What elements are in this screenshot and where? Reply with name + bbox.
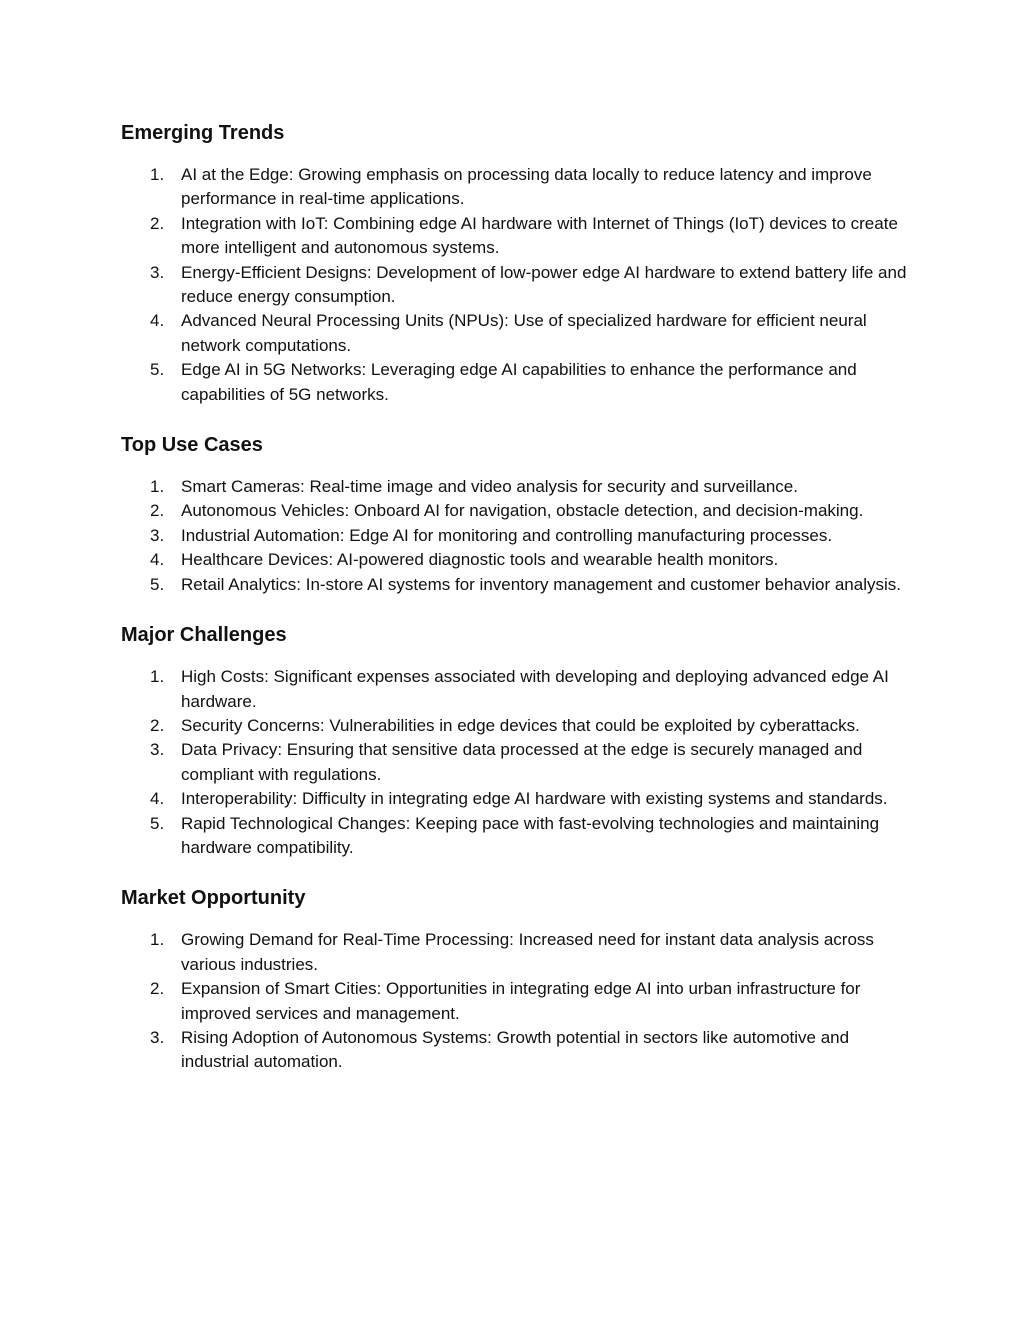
list-item-text: Security Concerns: Vulnerabilities in edge devices that could be exploited by cyberattacks. (181, 715, 860, 735)
list-item-text: Data Privacy: Ensuring that sensitive data processed at the edge is securely managed and compliant with regulations. (181, 740, 863, 784)
list-item (121, 928, 911, 977)
list-item (121, 573, 911, 597)
section-heading: Emerging Trends (121, 122, 285, 144)
list-item-text: Expansion of Smart Cities: Opportunities in integrating edge AI into urban infrastructure for improved services and management. (181, 979, 861, 1023)
numbered-list (121, 665, 911, 860)
list-number: 4. (150, 550, 165, 570)
numbered-list (121, 163, 911, 407)
section-major-challenges (121, 621, 911, 860)
list-number: 4. (150, 311, 165, 331)
list-item (121, 665, 911, 714)
list-number: 1. (150, 165, 165, 184)
list-item-text: Retail Analytics: In-store AI systems for inventory management and customer behavior analysis. (181, 574, 901, 594)
list-number: 4. (150, 789, 165, 809)
list-item (121, 714, 911, 738)
list-item (121, 1026, 911, 1075)
section-top-use-cases (121, 431, 911, 597)
list-item (121, 738, 911, 787)
list-item (121, 548, 911, 572)
list-item-text: Rising Adoption of Autonomous Systems: Growth potential in sectors like automotive and industrial automation. (181, 1027, 850, 1072)
list-number: 2. (150, 979, 165, 999)
list-number: 2. (150, 501, 165, 521)
list-item (121, 261, 911, 310)
document-page (121, 119, 911, 1099)
list-item-text: Growing Demand for Real-Time Processing: Increased need for instant data analysis across various industries. (181, 930, 874, 974)
section-market-opportunity (121, 884, 911, 1074)
list-item-text: Rapid Technological Changes: Keeping pace with fast-evolving technologies and maintaining hardware compatibility. (181, 813, 880, 857)
list-item-text: High Costs: Significant expenses associated with developing and deploying advanced edge AI hardware. (181, 667, 889, 711)
list-number: 3. (150, 262, 165, 282)
list-number: 3. (150, 1027, 165, 1047)
list-number: 3. (150, 740, 165, 760)
list-number: 1. (150, 667, 165, 687)
list-item-text: Autonomous Vehicles: Onboard AI for navigation, obstacle detection, and decision-making. (181, 501, 864, 521)
section-heading: Top Use Cases (121, 434, 263, 457)
list-number: 1. (150, 930, 165, 950)
list-item-text: Smart Cameras: Real-time image and video analysis for security and surveillance. (181, 477, 798, 497)
list-item (121, 787, 911, 811)
list-number: 2. (150, 213, 165, 233)
list-item (121, 309, 911, 358)
list-item-text: Energy-Efficient Designs: Development of low-power edge AI hardware to extend battery life and reduce energy consumption. (181, 262, 907, 307)
list-item-text: AI at the Edge: Growing emphasis on processing data locally to reduce latency and improve performance in real-time applications. (181, 165, 872, 209)
list-item (121, 163, 911, 212)
section-heading: Market Opportunity (121, 887, 306, 910)
list-item (121, 977, 911, 1026)
list-item (121, 212, 911, 261)
section-heading: Major Challenges (121, 624, 287, 647)
numbered-list (121, 928, 911, 1074)
list-number: 2. (150, 715, 165, 735)
list-item (121, 475, 911, 499)
list-item-text: Edge AI in 5G Networks: Leveraging edge AI capabilities to enhance the performance and capabilities of 5G networks. (181, 360, 857, 404)
list-number: 5. (150, 574, 165, 594)
list-item (121, 499, 911, 523)
list-number: 5. (150, 813, 165, 833)
list-item (121, 524, 911, 548)
list-item-text: Healthcare Devices: AI-powered diagnostic tools and wearable health monitors. (181, 550, 779, 570)
numbered-list (121, 475, 911, 597)
list-item-text: Integration with IoT: Combining edge AI hardware with Internet of Things (IoT) devices to create more intelligent and autonomous systems. (181, 213, 898, 258)
section-emerging-trends (121, 119, 911, 407)
list-number: 3. (150, 525, 165, 545)
list-item (121, 358, 911, 407)
list-item (121, 812, 911, 861)
list-item-text: Industrial Automation: Edge AI for monitoring and controlling manufacturing processes. (181, 525, 833, 545)
list-item-text: Interoperability: Difficulty in integrating edge AI hardware with existing systems and standards. (181, 789, 888, 809)
list-item-text: Advanced Neural Processing Units (NPUs): Use of specialized hardware for efficient neural network computations. (181, 311, 867, 355)
list-number: 5. (150, 360, 165, 380)
list-number: 1. (150, 477, 165, 497)
